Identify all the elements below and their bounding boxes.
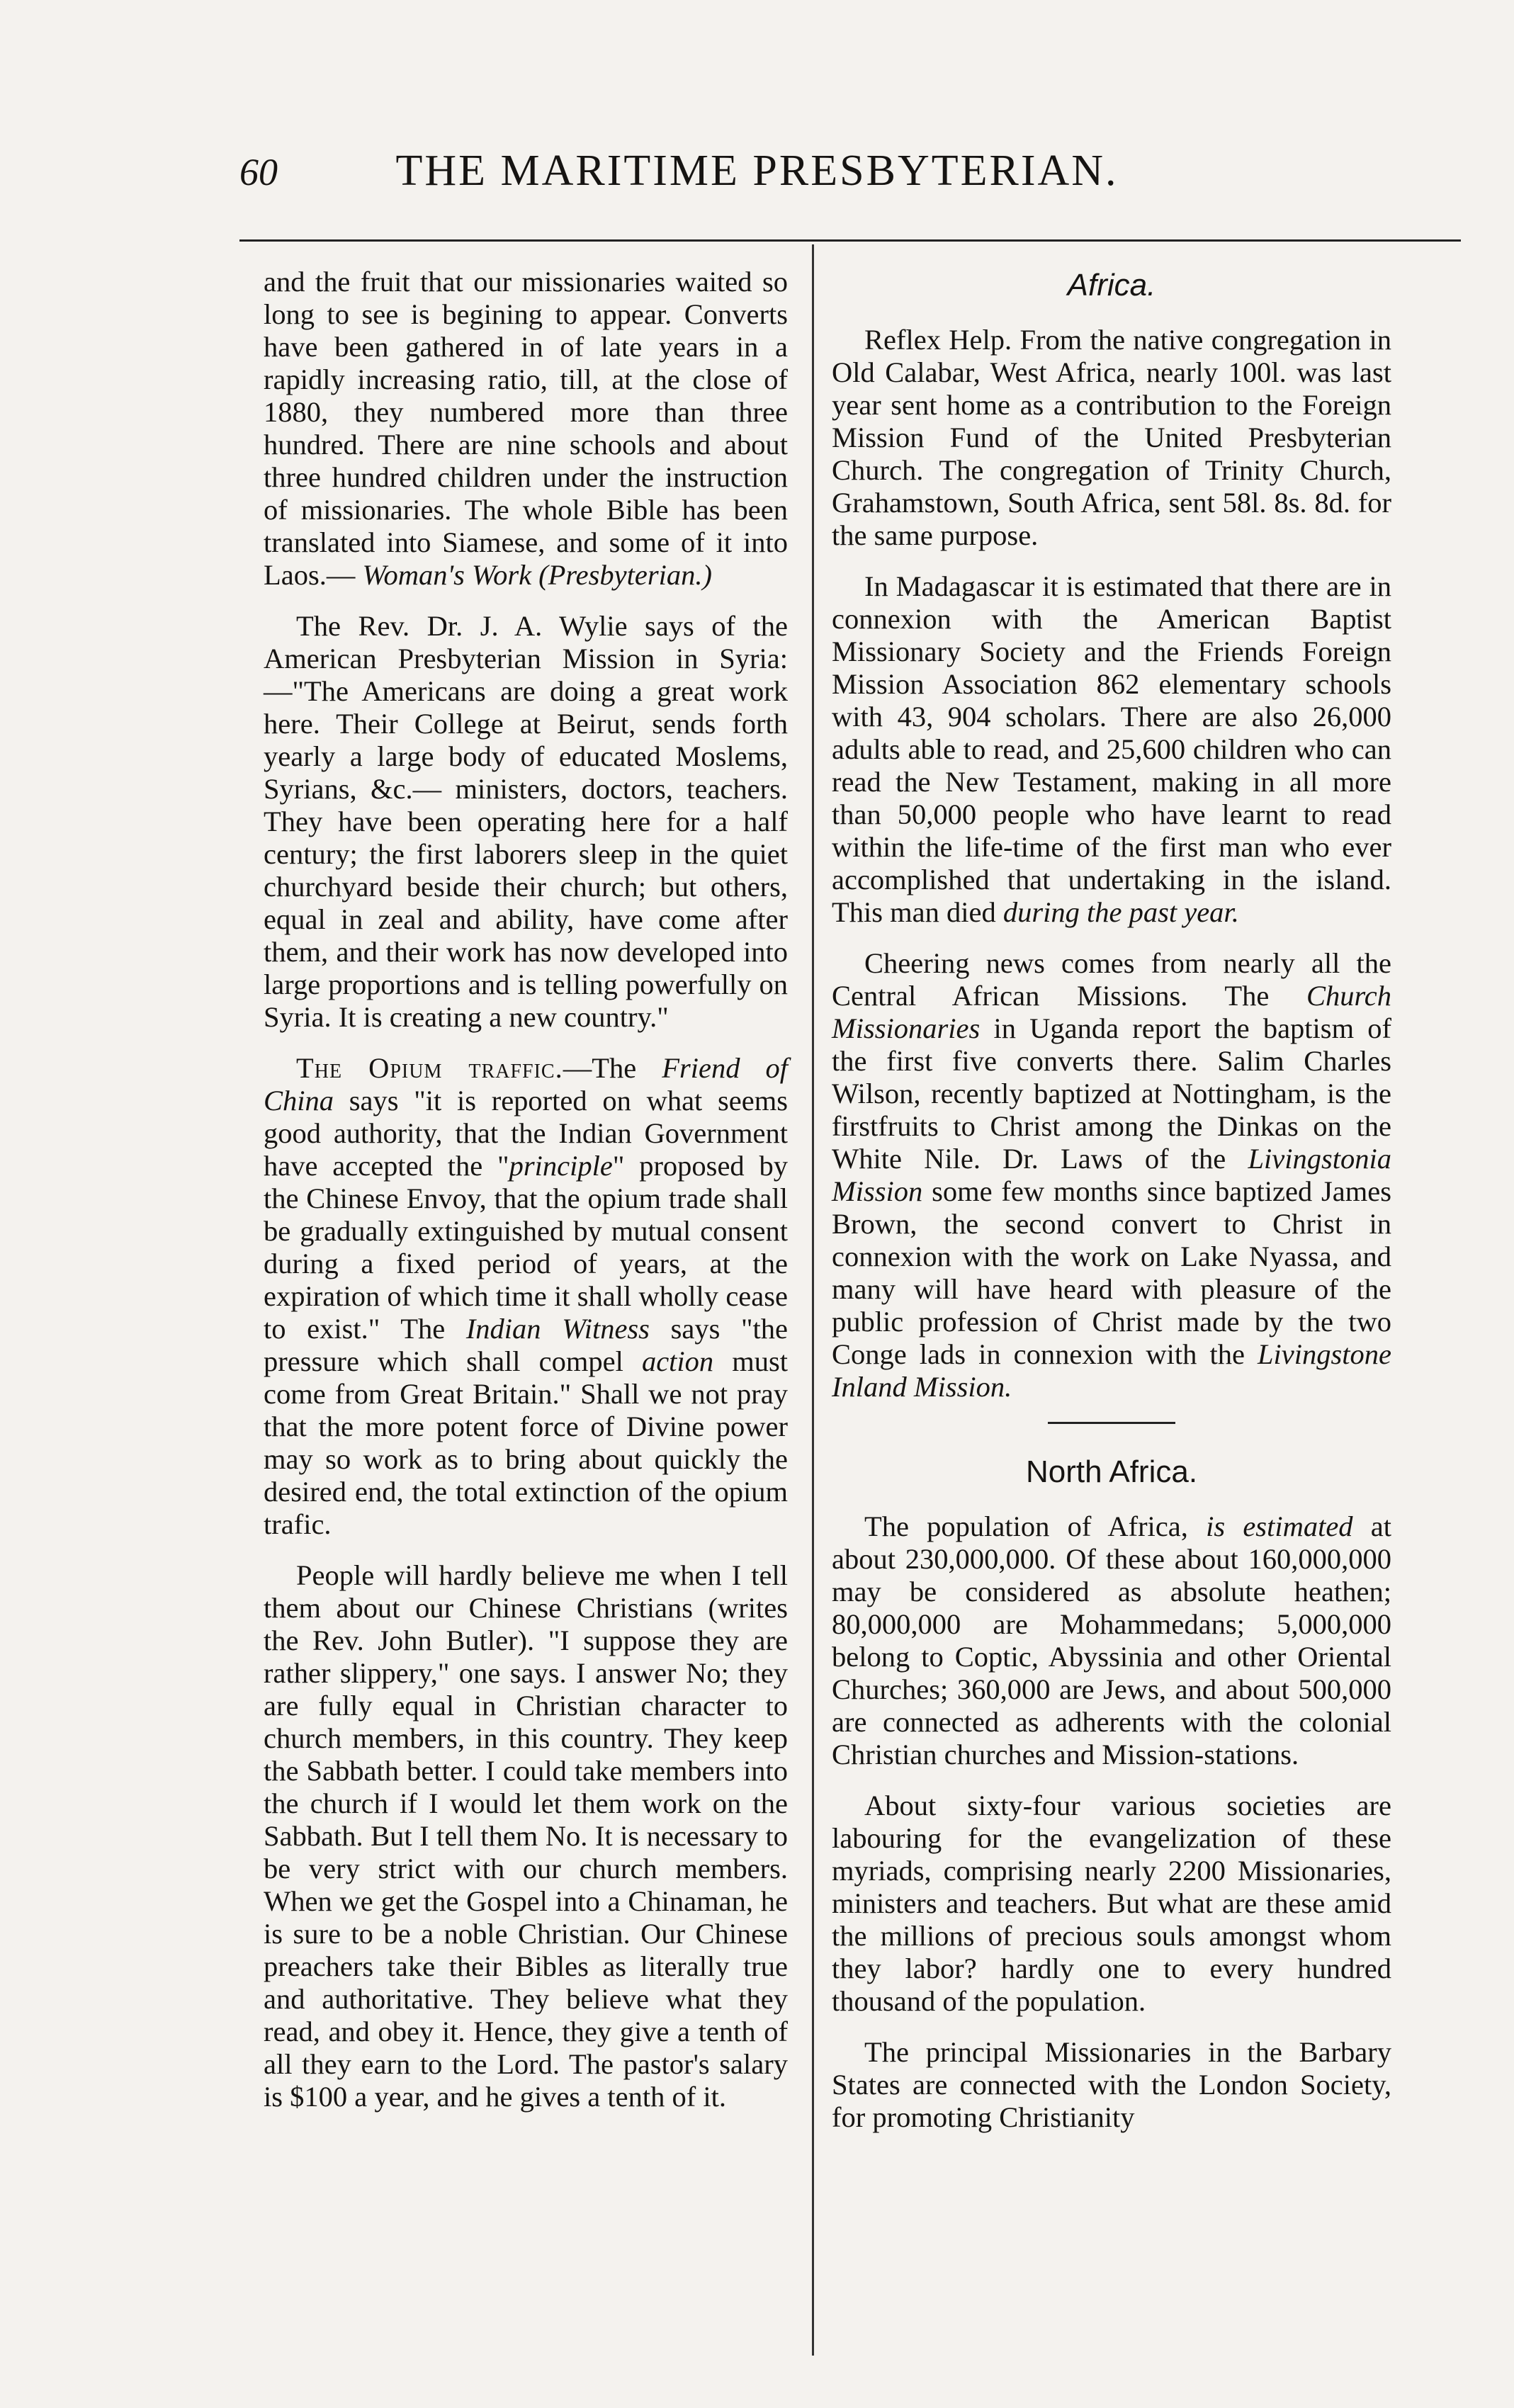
text-run: The population of Africa,: [864, 1510, 1188, 1542]
paragraph-population: [832, 1510, 1391, 1771]
header-rule: [239, 239, 1461, 242]
mission-name: Church Missionaries: [832, 980, 1391, 1044]
section-heading-africa: Africa.: [1067, 268, 1156, 303]
page-number: 60: [239, 151, 278, 193]
publication-name: Friend of China: [264, 1052, 788, 1117]
text-run: " proposed by the Chinese Envoy, that the opium trade shall be gradually extinguished by mutual consent during a fixed period of years, at the expiration of which time it shall wholly cease to exist." The: [264, 1150, 788, 1345]
paragraph-chinese-christians: People will hardly believe me when I tell them about our Chinese Christians (writes the Rev. John Butler). "I suppose they are rather slippery," one says. I answer No; they are fully equal in Christian character to church members, in this country. They keep the Sabbath better. I could take members into the church if I would let them work on the Sabbath. But I tell them No. It is necessary to be very strict with our church members. When we get the Gospel into a Chinaman, he is sure to be a noble Christian. Our Chinese preachers take their Bibles as literally true and authoritative. They believe what they read, and obey it. Hence, they give a tenth of all they earn to the Lord. The pastor's salary is $100 a year, and he gives a tenth of it.: [264, 1559, 788, 2113]
paragraph-reflex-help: Reflex Help. From the native congregation in Old Calabar, West Africa, nearly 100l. was last year sent home as a contribution to the Foreign Mission Fund of the United Presbyterian Church. The congregation of Trinity Church, Grahamstown, South Africa, sent 58l. 8s. 8d. for the same purpose.: [832, 324, 1391, 551]
text-run: in Uganda report the baptism of the first five converts there. Salim Charles Wilson, recently baptized at Nottingham, is the firstfruits to Christ among the Dinkas on the White Nile. Dr. Laws of the: [832, 1012, 1391, 1175]
right-column: [832, 266, 1391, 2152]
paragraph-barbary: The principal Missionaries in the Barbary States are connected with the London Society, for promoting Christianity: [832, 2036, 1391, 2133]
mission-name: Livingstone Inland Mission.: [832, 1338, 1392, 1403]
mission-name: Livingstonia Mission: [832, 1143, 1392, 1207]
paragraph-madagascar: [832, 570, 1391, 929]
emphasis: action: [641, 1345, 714, 1377]
emphasis: the past year.: [1086, 896, 1239, 928]
column-divider: [812, 244, 814, 2356]
section-heading-north-africa: North Africa.: [1025, 1454, 1198, 1489]
text-run: must come from Great Britain." Shall we not pray that the more potent force of Divine power may so work as to bring about quickly the desired end, the total extinction of the opium trafic.: [264, 1345, 789, 1540]
paragraph-opium: [264, 1052, 788, 1541]
emphasis: principle: [509, 1150, 613, 1182]
text-run: says "the pressure which shall compel: [264, 1313, 788, 1377]
paragraph-text: and the fruit that our missionaries waited so long to see is begining to appear. Converts have been gathered in of late years in a rapidly increasing ratio, till, at the close of 1880, they numbered more than three hundred. There are nine schools and about three hundred children under the instruction of missionaries. The whole Bible has been translated into Siamese, and some of it into Laos.—: [264, 266, 788, 591]
left-column: [264, 266, 788, 2132]
paragraph-syria: The Rev. Dr. J. A. Wylie says of the American Presbyterian Mission in Syria: —"The Americans are doing a great work here. Their College at Beirut, sends forth yearly a large body of educated Moslems, Syrians, &c.— ministers, doctors, teachers. They have been operating here for a half century; the first laborers sleep in the quiet churchyard beside their church; but others, equal in zeal and ability, have come after them, and their work has now developed into large proportions and is telling powerfully on Syria. It is creating a new country.": [264, 610, 788, 1033]
running-head: THE MARITIME PRESBYTERIAN.: [395, 147, 1119, 195]
text-run: some few months since baptized James Brown, the second convert to Christ in connexion with the work on Lake Nyassa, and many will have heard with pleasure of the public profession of Christ made by the two Conge lads in connexion with the: [832, 1175, 1392, 1370]
section-rule: [1048, 1422, 1175, 1424]
emphasis: is estimated: [1206, 1510, 1353, 1542]
text-run: —The: [563, 1052, 637, 1084]
source-citation: Woman's Work (Presbyterian.): [362, 559, 712, 591]
paragraph-central-africa: [832, 947, 1391, 1403]
text-run: at about 230,000,000. Of these about 160,000,000 may be considered as absolute heathen; 80,000,000 are Mohammedans; 5,000,000 belong to Coptic, Abyssinia and other Oriental Churches; 360,000 are Jews, and about 500,000 are connected as adherents with the colonial Christian churches and Mission-stations.: [832, 1510, 1392, 1770]
publication-name: Indian Witness: [465, 1313, 650, 1345]
paragraph-societies: About sixty-four various societies are labouring for the evangelization of these myriads, comprising nearly 2200 Missionaries, ministers and teachers. But what are these amid the millions of precious souls amongst whom they labor? hardly one to every hundred thousand of the population.: [832, 1790, 1391, 2017]
paragraph-siam: [264, 266, 788, 592]
text-run: Cheering news comes from nearly all the Central African Missions. The: [832, 947, 1391, 1012]
emphasis: during: [1002, 896, 1080, 928]
text-run: says "it is reported on what seems good authority, that the Indian Government have accepted the ": [264, 1085, 789, 1182]
section-lead: The Opium traffic.: [296, 1052, 563, 1084]
text-run: In Madagascar it is estimated that there are in connexion with the American Baptist Missionary Society and the Friends Foreign Mission Association 862 elementary schools with 43, 904 scholars. There are also 26,000 adults able to read, and 25,600 children who can read the New Testament, making in all more than 50,000 people who have learnt to read within the life-time of the first man who ever accomplished that undertaking in the island. This man died: [832, 570, 1391, 928]
